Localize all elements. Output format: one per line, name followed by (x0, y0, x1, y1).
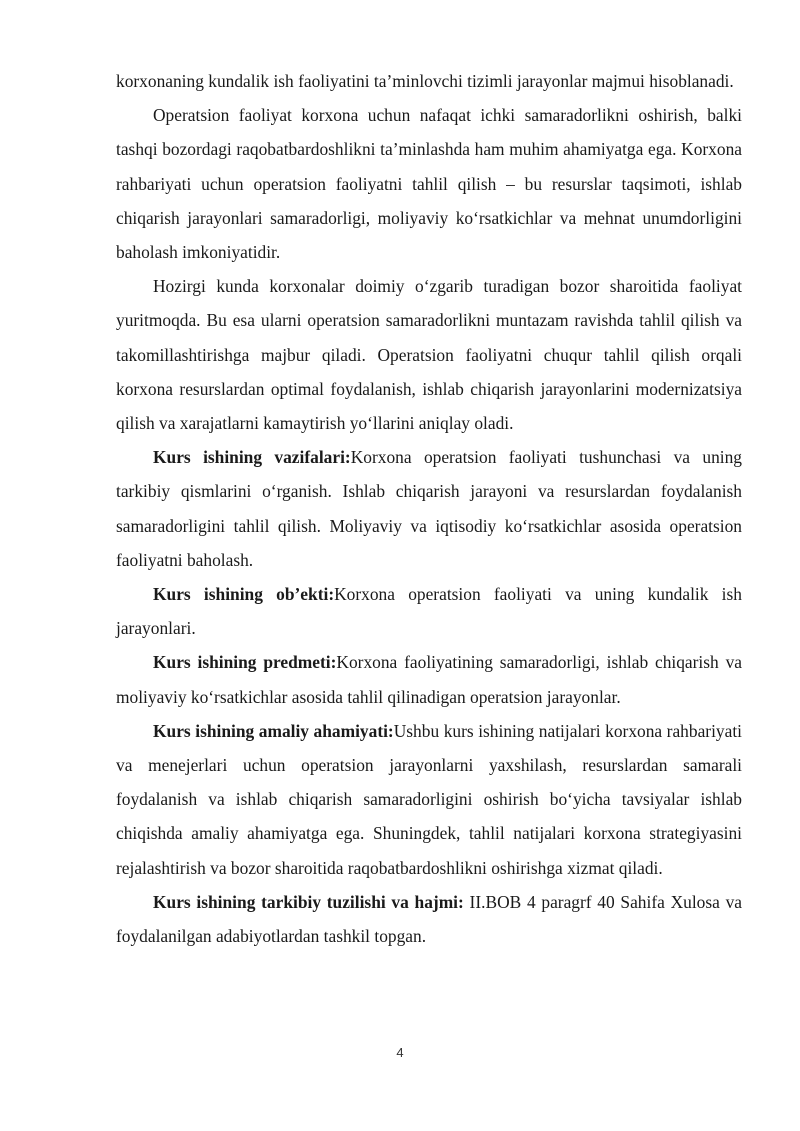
paragraph-structure-volume (116, 885, 742, 953)
paragraph-operational-activity (116, 98, 742, 269)
paragraph-lead: Kurs ishining predmeti: (153, 652, 337, 673)
paragraph-text: Operatsion faoliyat korxona uchun nafaqat ichki samaradorlikni oshirish, balki tashqi bozordagi raqobatbardoshlikni ta’minlashda ham muhim ahamiyatga ega. Korxona rahbariyati uchun operatsion faoliyatni tahlil qilish – bu resurslar taqsimoti, ishlab chiqarish jarayonlari samaradorligi, moliyaviy ko‘rsatkichlar va mehnat unumdorligini baholash imkoniyatidir. (116, 105, 742, 263)
paragraph-text: Ushbu kurs ishining natijalari korxona rahbariyati va menejerlari uchun operatsion jarayonlarni yaxshilash, resurslardan samarali foydalanish va ishlab chiqarish samaradorligini oshirish bo‘yicha tavsiyalar ishlab chiqishda amaliy ahamiyatga ega. Shuningdek, tahlil natijalari korxona strategiyasini rejalashtirish va bozor sharoitida raqobatbardoshlikni oshirishga xizmat qiladi. (116, 720, 742, 878)
paragraph-current-conditions (116, 269, 742, 440)
paragraph-course-subject (116, 645, 742, 713)
paragraph-course-object (116, 577, 742, 645)
paragraph-text: Korxona operatsion faoliyati tushunchasi va uning tarkibiy qismlarini o‘rganish. Ishlab chiqarish jarayoni va resurslardan foydalanish samaradorligini tahlil qilish. Moliyaviy va iqtisodiy ko‘rsatkichlar asosida operatsion faoliyatni baholash. (116, 447, 742, 570)
paragraph-lead: Kurs ishining amaliy ahamiyati: (153, 720, 394, 741)
paragraph-lead: Kurs ishining vazifalari: (153, 447, 351, 468)
paragraph-lead: Kurs ishining ob’ekti: (153, 584, 335, 605)
paragraph-practical-significance (116, 714, 742, 885)
paragraph-text: Hozirgi kunda korxonalar doimiy o‘zgarib turadigan bozor sharoitida faoliyat yuritmoqda. Bu esa ularni operatsion samaradorlikni muntazam ravishda tahlil qilish va takomillashtirishga majbur qiladi. Operatsion faoliyatni chuqur tahlil qilish orqali korxona resurslardan optimal foydalanish, ishlab chiqarish jarayonlarini modernizatsiya qilish va xarajatlarni kamaytirish yo‘llarini aniqlay oladi. (116, 276, 742, 434)
paragraph-text: Korxona faoliyatining samaradorligi, ishlab chiqarish va moliyaviy ko‘rsatkichlar asosida tahlil qilinadigan operatsion jarayonlar. (116, 652, 742, 707)
paragraph-course-tasks (116, 440, 742, 577)
paragraph-text: korxonaning kundalik ish faoliyatini ta’minlovchi tizimli jarayonlar majmui hisoblanadi. (116, 71, 734, 91)
page-number: 4 (396, 1045, 404, 1060)
paragraph-text: II.BOB 4 paragrf 40 Sahifa Xulosa va foydalanilgan adabiyotlardan tashkil topgan. (116, 891, 742, 947)
paragraph-lead: Kurs ishining tarkibiy tuzilishi va hajmi: (153, 891, 464, 912)
document-page (116, 64, 742, 953)
paragraph-intro-continuation (116, 64, 742, 98)
paragraph-text: Korxona operatsion faoliyati va uning kundalik ish jarayonlari. (116, 584, 742, 639)
